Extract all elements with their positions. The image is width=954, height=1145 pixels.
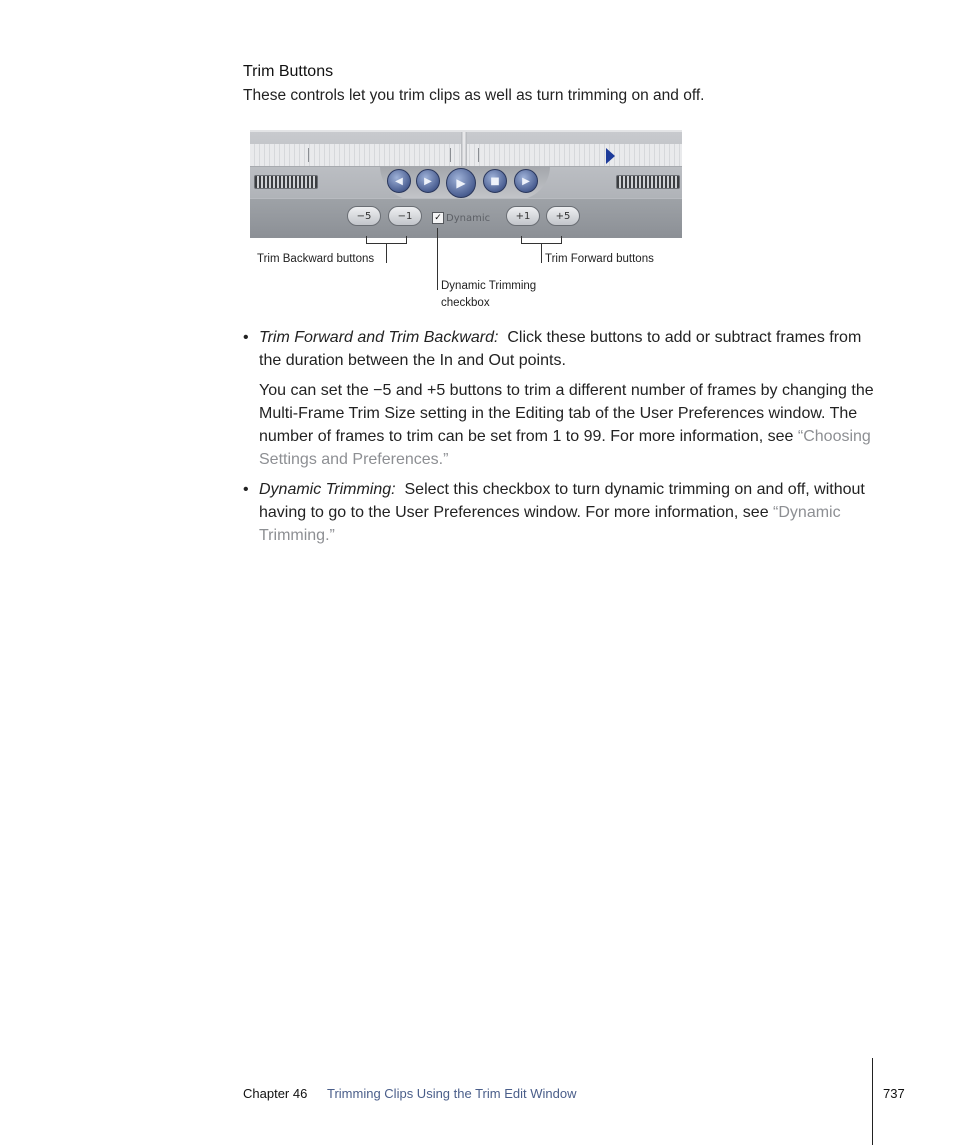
list-item [259,478,884,547]
dynamic-label: Dynamic [446,212,491,224]
section-intro: These controls let you trim clips as well as turn trimming on and off. [243,87,705,104]
timeline-tick [478,148,479,162]
stop-icon[interactable]: ■ [483,169,507,193]
list-item [259,326,884,372]
item-term: Trim Forward and Trim Backward: [259,329,499,346]
link-choosing-settings[interactable]: “Choosing Settings and Preferences.” [259,428,871,468]
trim-minus1-button[interactable]: −1 [388,206,422,226]
footer-divider [872,1058,873,1145]
timeline-tick [450,148,451,162]
bullet-icon: • [243,481,249,498]
callout-line [366,236,367,243]
callout-trim-forward: Trim Forward buttons [545,253,654,265]
link-dynamic-trimming[interactable]: “Dynamic Trimming.” [259,504,841,544]
play-around-edit-icon[interactable]: ▶ [446,168,476,198]
timeline-tick [308,148,309,162]
footer-chapter: Chapter 46 [243,1086,308,1101]
checkmark-icon[interactable]: ✓ [432,212,444,224]
next-edit-icon[interactable]: ▶ [514,169,538,193]
footer-chapter-title[interactable]: Trimming Clips Using the Trim Edit Window [327,1086,577,1101]
play-in-to-out-icon[interactable]: ▶ [416,169,440,193]
section-title: Trim Buttons [243,63,334,80]
list-item-detail [259,379,884,471]
callout-line [561,236,562,243]
playhead-icon [606,148,615,164]
trim-controls-figure [250,130,682,238]
callout-line [437,228,438,290]
item-text: Select this checkbox to turn dynamic trimming on and off, without having to go to the User Preferences window. For more information, see [259,481,865,521]
callout-dynamic-line1: Dynamic Trimming [441,280,537,292]
bullet-icon: • [243,329,249,346]
dynamic-checkbox[interactable] [432,212,490,224]
trim-plus1-button[interactable]: +1 [506,206,540,226]
trim-minus5-button[interactable]: −5 [347,206,381,226]
item-text: Click these buttons to add or subtract frames from the duration between the In and Out points. [259,329,862,369]
jog-control-right[interactable] [616,175,680,189]
jog-control-left[interactable] [254,175,318,189]
callout-line [541,243,542,263]
callout-trim-backward: Trim Backward buttons [257,253,375,265]
previous-edit-icon[interactable]: ◀ [387,169,411,193]
trim-plus5-button[interactable]: +5 [546,206,580,226]
item-text: You can set the −5 and +5 buttons to trim a different number of frames by changing the Multi-Frame Trim Size setting in the Editing tab of the User Preferences window. The number of frames to trim can be set from 1 to 99. For more information, see [259,382,874,445]
callout-line [386,243,387,263]
callout-line [521,236,522,243]
item-term: Dynamic Trimming: [259,481,396,498]
callout-dynamic-line2: checkbox [441,297,490,309]
callout-line [406,236,407,243]
page-number: 737 [883,1086,905,1101]
